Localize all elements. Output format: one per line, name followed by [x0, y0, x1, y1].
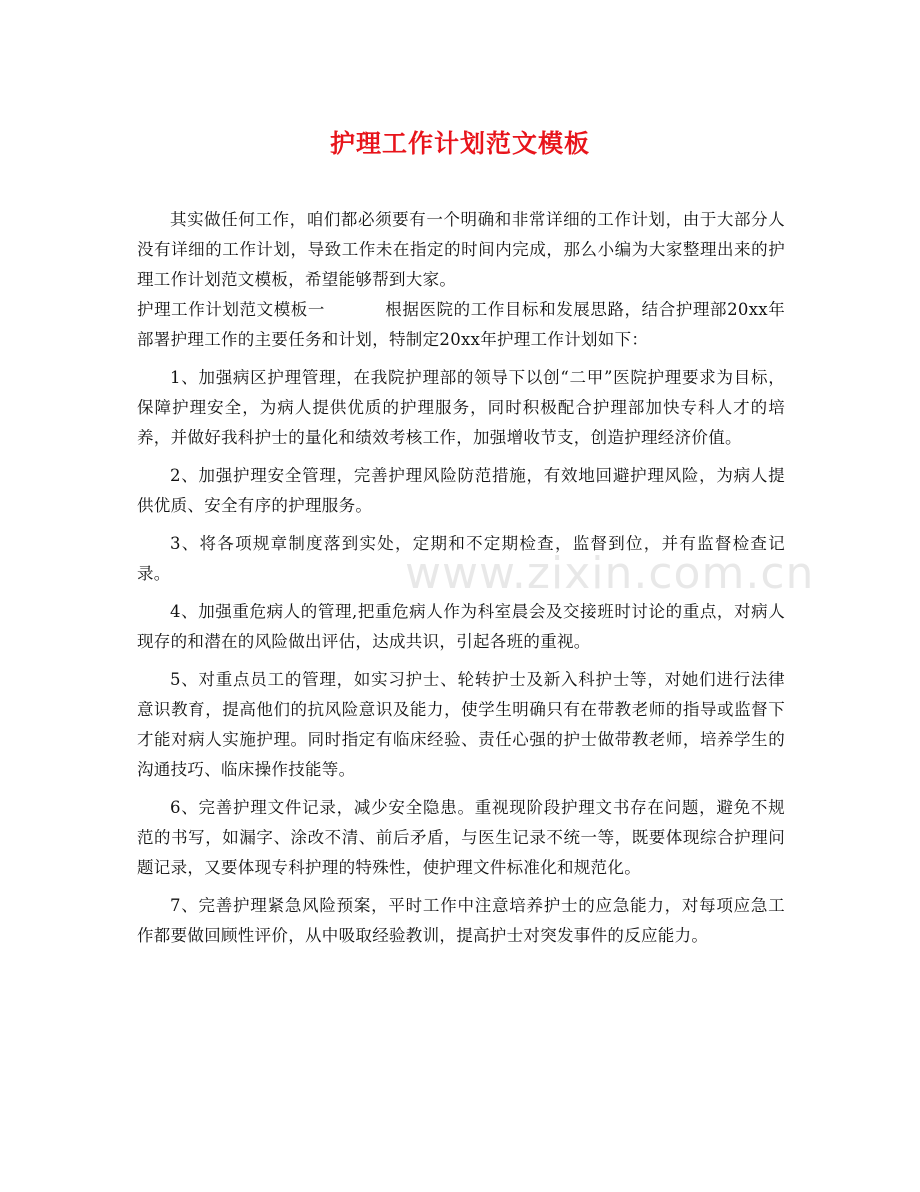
list-item: 7、完善护理紧急风险预案，平时工作中注意培养护士的应急能力，对每项应急工作都要做回顾性评价，从中吸取经验教训，提高护士对突发事件的反应能力。 [137, 896, 785, 945]
watermark: www.zixin.com.cn [405, 548, 815, 599]
section-heading: 护理工作计划范文模板一 [137, 300, 325, 319]
list-item: 5、对重点员工的管理，如实习护士、轮转护士及新入科护士等，对她们进行法律意识教育，提高他们的抗风险意识及能力，使学生明确只有在带教老师的指导或监督下才能对病人实施护理。同时指定有临床经验、责任心强的护士做带教老师，培养学生的沟通技巧、临床操作技能等。 [137, 670, 785, 779]
list-item: 3、将各项规章制度落到实处，定期和不定期检查，监督到位，并有监督检查记录。 [137, 534, 785, 583]
list-item: 1、加强病区护理管理，在我院护理部的领导下以创“二甲”医院护理要求为目标，保障护理安全，为病人提供优质的护理服务，同时积极配合护理部加快专科人才的培养，并做好我科护士的量化和绩效考核工作，加强增收节支，创造护理经济价值。 [137, 368, 785, 447]
list-item: 6、完善护理文件记录，减少安全隐患。重视现阶段护理文书存在问题，避免不规范的书写，如漏字、涂改不清、前后矛盾，与医生记录不统一等，既要体现综合护理问题记录，又要体现专科护理的特殊性，使护理文件标准化和规范化。 [137, 798, 785, 877]
section-paragraph [137, 295, 785, 355]
list-item: 4、加强重危病人的管理,把重危病人作为科室晨会及交接班时讨论的重点，对病人现存的和潜在的风险做出评估，达成共识，引起各班的重视。 [137, 602, 785, 651]
document-body [137, 205, 785, 951]
document-title: 护理工作计划范文模板 [329, 129, 590, 158]
intro-paragraph: 其实做任何工作，咱们都必须要有一个明确和非常详细的工作计划，由于大部分人没有详细的工作计划，导致工作未在指定的时间内完成，那么小编为大家整理出来的护理工作计划范文模板，希望能够帮到大家。 [137, 210, 785, 289]
section-intro: 根据医院的工作目标和发展思路，结合护理部20xx年部署护理工作的主要任务和计划，特制定20xx年护理工作计划如下： [137, 300, 785, 349]
list-item: 2、加强护理安全管理，完善护理风险防范措施，有效地回避护理风险，为病人提供优质、安全有序的护理服务。 [137, 466, 785, 515]
